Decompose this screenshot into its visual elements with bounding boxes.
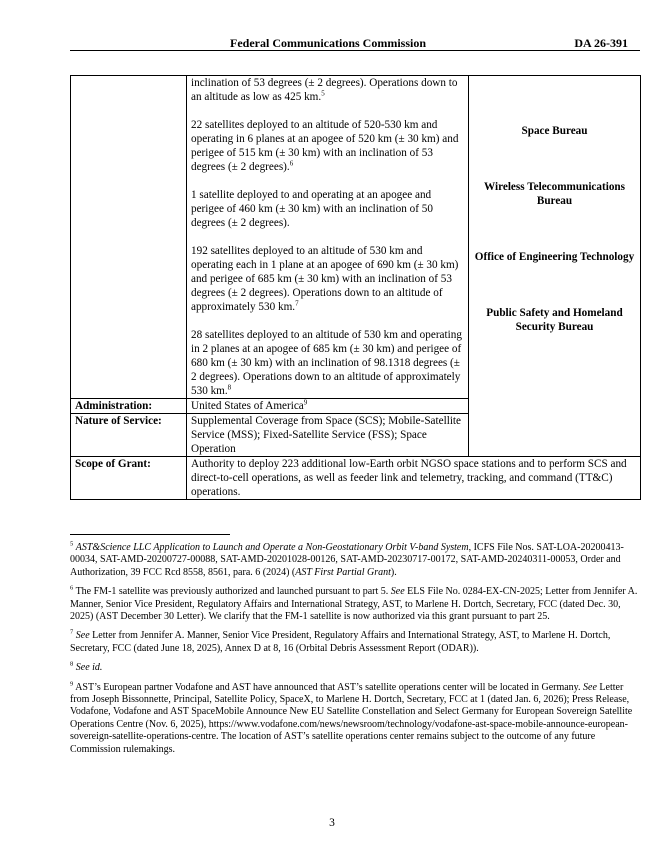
page-number: 3 bbox=[329, 817, 335, 829]
scope-value: Authority to deploy 223 additional low-Earth orbit NGSO space stations and to perform SCS and direct-to-cell operations, as well as feeder link and telemetry, tracking, and command (TT&C) operations. bbox=[187, 457, 641, 500]
bureau-wireless: Wireless Telecommunications Bureau bbox=[484, 181, 625, 207]
grant-table bbox=[70, 75, 641, 500]
footnotes bbox=[70, 542, 640, 763]
footnote-9: $^9$ AST’s European partner Vodafone and AST have announced that AST’s satellite operations center will be located in Germany. See Letter from Joseph Bissonnette, Principal, Satellite Policy, SpaceX, to Marlene H. Dortch, Secretary, FCC at 1 (dated Jan. 6, 2026); Press Release, Vodafone, Vodafone and AST SpaceMobile Announce New EU Satellite Constellation and Select Germany for European Sovereign Satellite Operations Centre (Nov. 6, 2025), https://www.vodafone.com/news/newsroom/technology/vodafone-ast-space-mobile-announce-european-sovereign-satellite-operations-centre. The location of AST’s satellite operations center remains subject to the outcome of any future Commission rulemakings. bbox=[70, 680, 633, 755]
footnote-5: $^5$ AST&Science LLC Application to Launch and Operate a Non-Geostationary Orbit V-band System, ICFS File Nos. SAT-LOA-20200413-00034, SAT-AMD-20200727-00088, SAT-AMD-20201028-00126, SAT-AMD-20230717-00172, SAT-AMD-20240311-00053, Order and Authorization, 39 FCC Rcd 8558, 8561, para. 6 (2024) (AST First Partial Grant). bbox=[70, 540, 624, 578]
bureau-public-safety: Public Safety and Homeland Security Bureau bbox=[486, 307, 623, 333]
orbit-paragraph: 192 satellites deployed to an altitude of 530 km and operating each in 1 plane at an apogee of 690 km (± 30 km) and perigee of 685 km (± 30 km) with an inclination of 53 degrees (± 2 degrees). Operations down to an altitude of approximately 530 km.$^7$ bbox=[191, 245, 459, 313]
administration-label: Administration: bbox=[71, 399, 187, 414]
header-docket: DA 26-391 bbox=[574, 36, 628, 50]
orbit-paragraph: 1 satellite deployed to and operating at an apogee and perigee of 460 km (± 30 km) with an inclination of 50 degrees (± 2 degrees). bbox=[191, 189, 433, 229]
footnote-8: $^8$ See id. bbox=[70, 660, 103, 674]
nature-label: Nature of Service: bbox=[71, 414, 187, 457]
bureau-oet: Office of Engineering Technology bbox=[474, 251, 635, 263]
footnote-6: $^6$ The FM-1 satellite was previously authorized and launched pursuant to part 5. See ELS File No. 0284-EX-CN-2025; Letter from Jennifer A. Manner, Senior Vice President, Regulatory Affairs and International Strategy, AST, to Marlene H. Dortch, Secretary, FCC (dated Dec. 30, 2025) (AST December 30 Letter). We clarify that the FM-1 satellite is now authorized via this grant pursuant to part 25. bbox=[70, 584, 638, 623]
header-agency: Federal Communications Commission bbox=[230, 36, 426, 50]
page-header bbox=[70, 36, 640, 51]
administration-value: United States of America$^9$ bbox=[187, 399, 469, 414]
orbit-paragraph: 22 satellites deployed to an altitude of 520-530 km and operating in 6 planes at an apogee of 520 km (± 30 km) and perigee of 515 km (± 30 km) with an inclination of 53 degrees (± 2 degrees).$^6$ bbox=[191, 119, 459, 173]
orbit-row bbox=[71, 76, 641, 399]
orbit-paragraph: inclination of 53 degrees (± 2 degrees). Operations down to an altitude as low as 425 km.$^5$ bbox=[191, 77, 458, 103]
footnote-divider bbox=[70, 534, 230, 535]
nature-value: Supplemental Coverage from Space (SCS); Mobile-Satellite Service (MSS); Fixed-Satellite Service (FSS); Space Operation bbox=[187, 414, 469, 457]
bureaus-cell bbox=[469, 76, 641, 457]
orbit-label-cell bbox=[71, 76, 187, 399]
bureau-space: Space Bureau bbox=[521, 125, 588, 137]
scope-label: Scope of Grant: bbox=[71, 457, 187, 500]
scope-row bbox=[71, 457, 641, 500]
orbit-paragraph: 28 satellites deployed to an altitude of 530 km and operating in 2 planes at an apogee of 685 km (± 30 km) and perigee of 680 km (± 30 km) with an inclination of 98.1318 degrees (± 2 degrees). Operations down to an altitude of approximately 530 km.$^8$ bbox=[191, 329, 462, 397]
orbit-cell bbox=[187, 76, 469, 399]
footnote-7: $^7$ See Letter from Jennifer A. Manner, Senior Vice President, Regulatory Affairs and International Strategy, AST, to Marlene H. Dortch, Secretary, FCC (dated June 18, 2025), Annex D at 8, 16 (Orbital Debris Assessment Report (ODAR)). bbox=[70, 629, 611, 654]
